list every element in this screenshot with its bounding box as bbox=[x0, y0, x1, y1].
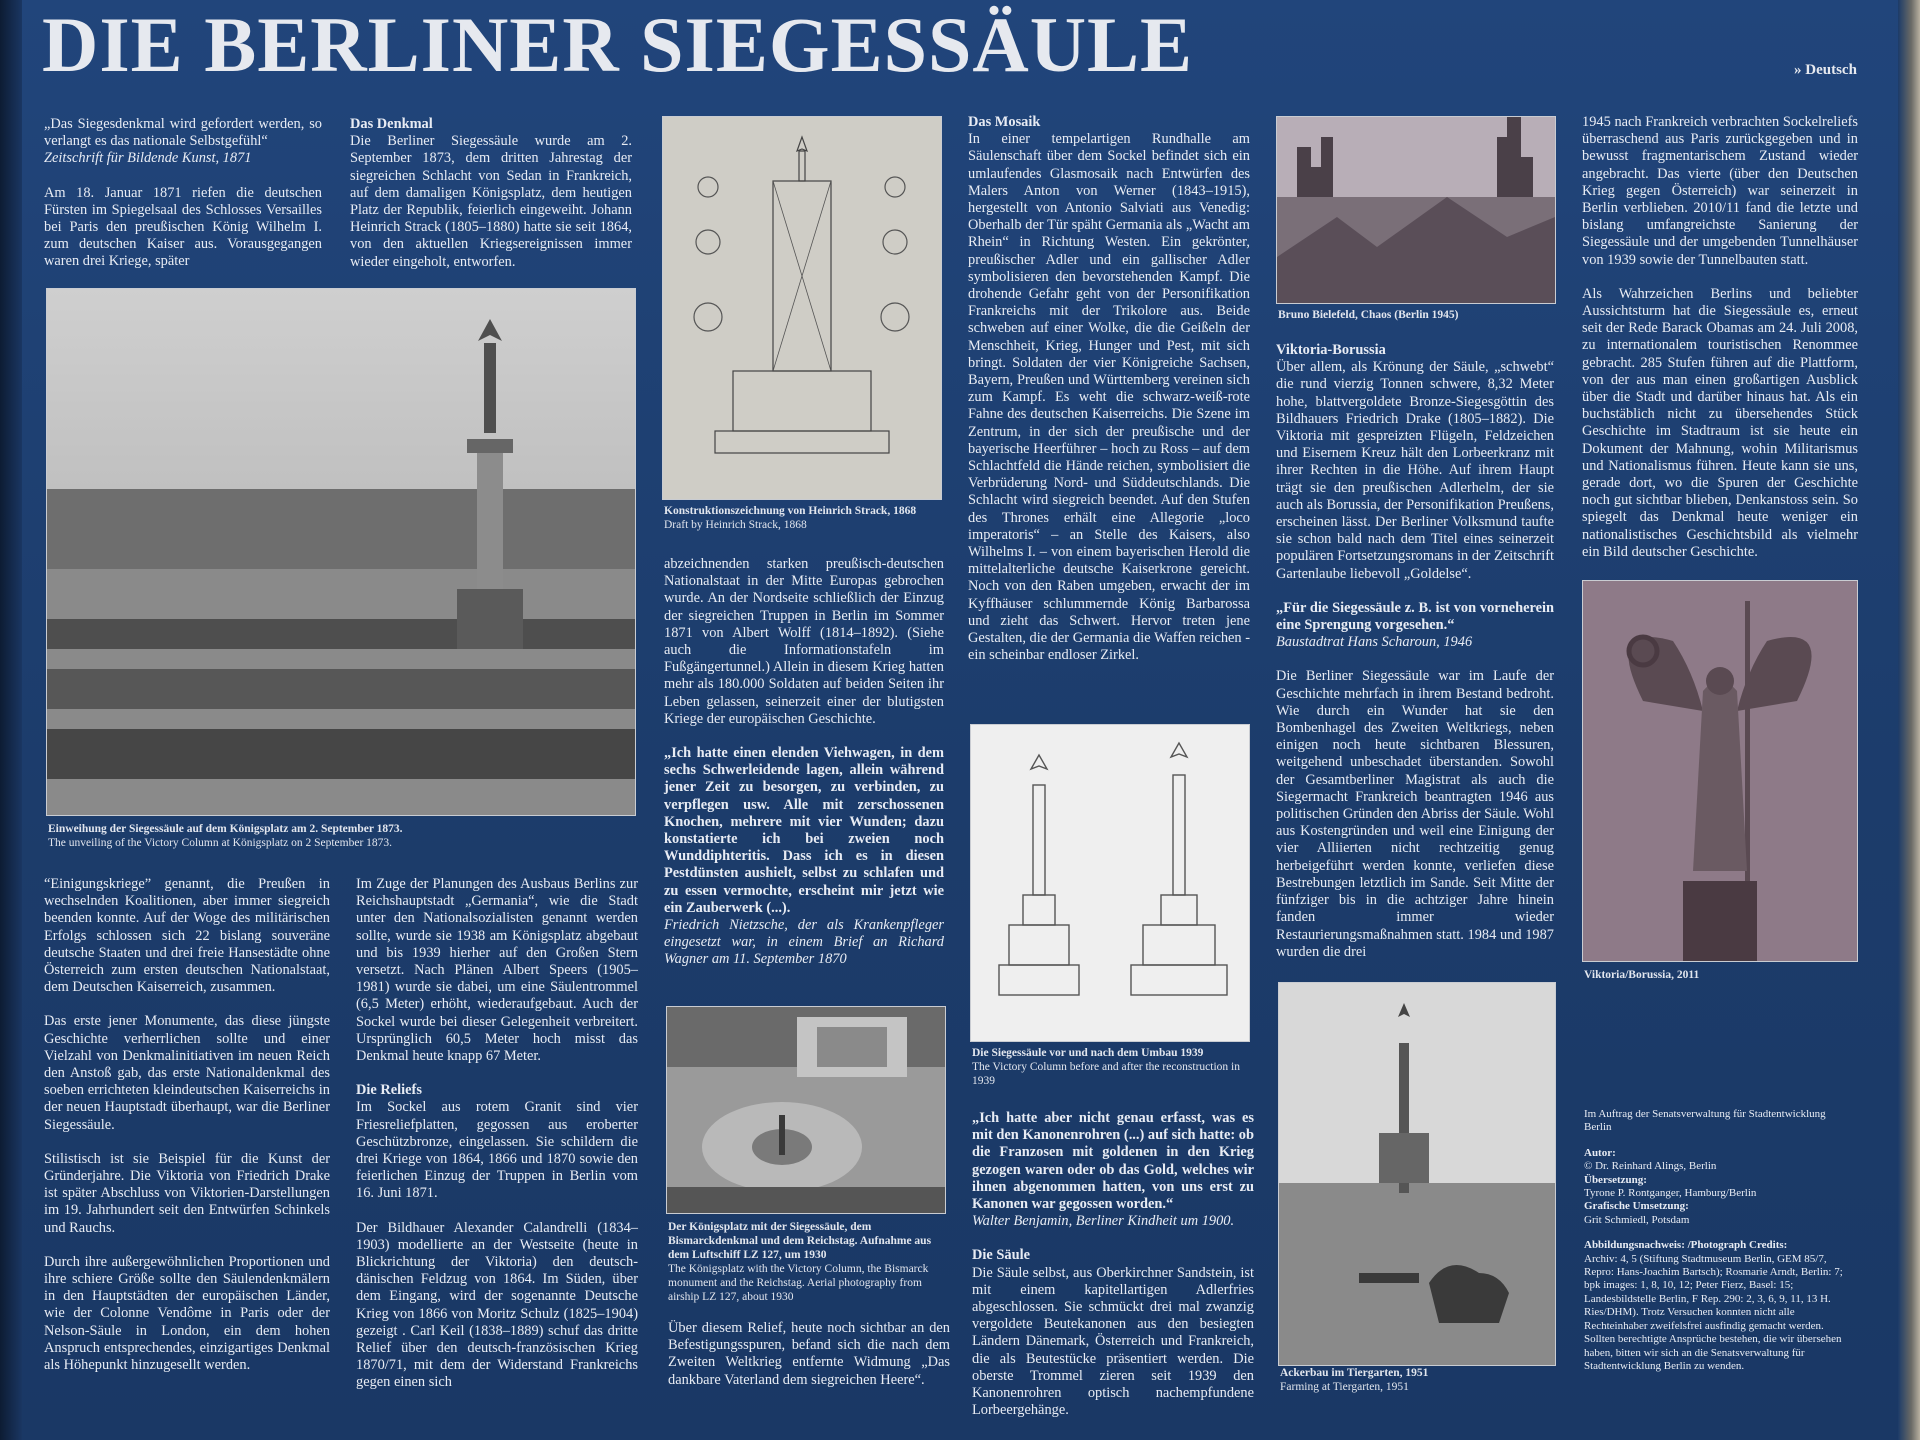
credits-block bbox=[1584, 1108, 1854, 1373]
col1-paragraph-4: Durch ihre außergewöhnlichen Proportionen und ihre schiere Größe sollte den Säulendenkmälern in den Hauptstädten der europäischen Länder, wie der Colonne Vendôme in Paris oder der Nelson-Säule in London, ein dem hohen Anspruch entsprechendes, einzigartiges Denkmal als Höhepunkt hinzugesellt werden. bbox=[44, 1253, 330, 1374]
credits-design: Grit Schmiedl, Potsdam bbox=[1584, 1213, 1690, 1226]
col3-bottom bbox=[668, 1320, 950, 1389]
col1-paragraph-3: Stilistisch ist sie Beispiel für die Kunst der Gründerjahre. Die Viktoria von Friedrich Drake ist später Abschluss von Viktorien-Darstellungen im 19. Jahrhundert seit den Entwürfen Schinkels und Rauchs. bbox=[44, 1150, 330, 1236]
language-label: » Deutsch bbox=[1794, 62, 1857, 78]
credits-translation: Tyrone P. Rontganger, Hamburg/Berlin bbox=[1584, 1187, 1757, 1200]
aerial-caption-en: The Königsplatz with the Victory Column, the Bismarck monument and the Reichstag. Aerial photography from airship LZ 127, about 1930 bbox=[668, 1263, 929, 1303]
benjamin-quote: „Ich hatte aber nicht genau erfasst, was es mit den Kanonenrohren (...) auf sich hatte: ob die Franzosen mit goldenen in den Krieg gezogen waren oder ob das Gold, welches wir ihnen abgenommen hatten, von uns erst zu Kanonen war gegossen worden.“ bbox=[972, 1110, 1254, 1213]
chaos-caption-text: Bruno Bielefeld, Chaos (Berlin 1945) bbox=[1278, 309, 1459, 321]
viktoria-paragraph: Über allem, als Krönung der Säule, „schwebt“ die rund vierzig Tonnen schwere, 8,32 Meter hohe, blattvergoldete Bronze-Siegesgöttin des Bildhauers Friedrich Drake (1805–1882). Die Viktoria mit gespreizten Flügeln, Feldzeichen und Eisernem Kreuz hält den Lorbeerkranz mit ihrer Rechten in die Höhe. Auf ihrem Haupt trägt sie den preußischen Adlerhelm, der sie auch als Borussia, der Personifikation Preußens, erscheinen lässt. Der Berliner Volksmund taufte sie schon bald nach dem Titel eines seinerzeit populären Fortsetzungsromans in der Zeitschrift Gartenlaube liebevoll „Goldelse“. bbox=[1276, 359, 1554, 582]
col6-paragraph-2: Als Wahrzeichen Berlins und beliebter Aussichtsturm hat die Siegessäule es, erneut seit der Rede Barack Obamas am 24. Juli 2008, zu internationalem touristischen Renommee gebracht. 285 Stufen führen auf die Plattform, von der aus man einen großartigen Ausblick über die Stadt und darüber hinaus hat. Als ein buchstäblich nicht zu übersehendes Stück Geschichte im Stadtraum ist sie heute ein Dokument der Mahnung, wohin Militarismus und Nationalismus führen. Heute kann sie uns, gerade dort, wo die Spuren der Geschichte noch gut sichtbar blieben, Denkanstoss sein. So spiegelt das Denkmal heute weniger ein nationalistisches Geschichtsbild als vielmehr ein Bild deutscher Geschichte. bbox=[1582, 285, 1858, 560]
col1-lower bbox=[44, 876, 330, 1374]
col4-top bbox=[968, 114, 1250, 665]
intro-paragraph: Am 18. Januar 1871 riefen die deutschen Fürsten im Spiegelsaal des Schlosses Versailles bei Paris den preußischen König Wilhelm I. zum deutschen Kaiser aus. Vorausgegangen waren drei Kriege, später bbox=[44, 184, 322, 270]
epigraph: „Das Siegesdenkmal wird gefordert werden, so verlangt es das nationale Selbstgefühl“ bbox=[44, 116, 322, 150]
col3-text bbox=[664, 556, 944, 969]
benjamin-source: Walter Benjamin, Berliner Kindheit um 1900. bbox=[972, 1213, 1235, 1230]
heading-denkmal: Das Denkmal bbox=[350, 116, 433, 132]
epigraph-source: Zeitschrift für Bildende Kunst, 1871 bbox=[44, 150, 252, 167]
umbau-caption-de: Die Siegessäule vor und nach dem Umbau 1939 bbox=[972, 1047, 1204, 1059]
scharoun-source: Baustadtrat Hans Scharoun, 1946 bbox=[1276, 634, 1473, 651]
chaos-painting bbox=[1276, 116, 1556, 304]
board-right-edge bbox=[1898, 0, 1920, 1440]
inauguration-caption-en: The unveiling of the Victory Column at Königsplatz on 2 September 1873. bbox=[48, 837, 393, 849]
nietzsche-source: Friedrich Nietzsche, der als Krankenpfleger eingesetzt war, in einem Brief an Richard Wagner am 11. September 1870 bbox=[664, 917, 944, 968]
inauguration-caption-de: Einweihung der Siegessäule auf dem Königsplatz am 2. September 1873. bbox=[48, 823, 403, 835]
page-title: DIE BERLINER SIEGESSÄULE bbox=[42, 1, 1194, 88]
col1-paragraph-1: “Einigungskriege” genannt, die Preußen in wechselnden Koalitionen, aber immer siegreich beenden konnte. Auf der Woge des militärischen Erfolgs schlossen sich 22 bislang souveräne deutsche Staaten und drei freie Hansestädte ohne Österreich zum ersten deutschen Nationalstaat, dem Deutschen Kaiserreich, zusammen. bbox=[44, 876, 330, 996]
umbau-drawing bbox=[970, 724, 1250, 1042]
viktoria-caption bbox=[1584, 968, 1854, 982]
strack-caption-en: Draft by Heinrich Strack, 1868 bbox=[664, 519, 807, 531]
aerial-caption-de: Der Königsplatz mit der Siegessäule, dem Bismarckdenkmal und dem Reichstag. Aufnahme aus dem Luftschiff LZ 127, um 1930 bbox=[668, 1221, 932, 1261]
strack-caption-de: Konstruktionszeichnung von Heinrich Strack, 1868 bbox=[664, 505, 917, 517]
credits-photo: Archiv: 4, 5 (Stiftung Stadtmuseum Berlin, GEM 85/7, Repro: Hans-Joachim Bartsch); Rosmarie Arndt, Berlin: 7; bpk images: 1, 8, 10, 12; Peter Fierz, Basel: 15; Landesbildstelle Berlin, F Rep. 290: 2, 3, 6, 9, 11, 13 H. Ries/DHM). Trotz Versuchen konnten nicht alle Rechteinhaber zweifelsfrei ausfindig gemacht werden. Sollten berechtigte Ansprüche bestehen, die wir übersehen haben, bitten wir sich an die Senatsverwaltung für Stadtentwicklung Berlin zu wenden. bbox=[1584, 1252, 1843, 1372]
farming-photo bbox=[1278, 982, 1556, 1366]
scharoun-quote: „Für die Siegessäule z. B. ist von vorneherein eine Sprengung vorgesehen.“ bbox=[1276, 599, 1554, 634]
nietzsche-quote: „Ich hatte einen elenden Viehwagen, in dem sechs Schwerleidende lagen, allein während jener Zeit zu besorgen, zu verbinden, zu verpflegen usw. Alle mit zerschossenen Knochen, mehrere mit vier Wunden; dazu konstatierte ich bei zweien noch Wunddiphteritis. Dass ich es in diesen Pestdünsten aushielt, selbst zu schlafen und zu essen vermochte, erscheint mir jetzt wie ein Zauberwerk (...). bbox=[664, 745, 944, 916]
col6-paragraph-1: 1945 nach Frankreich verbrachten Sockelreliefs überraschend aus Paris zurückgegeben und in bewusst fragmentarischem Zustand wieder angebracht. Das vierte (über den Deutschen Krieg gegen Österreich) war seinerzeit in Berlin verblieben. 2010/11 fand die letzte und bislang umfangreichste Sanierung der Siegessäule und der umgebenden Tunnelhäuser von 1939 sowie der Tunnelbauten statt. bbox=[1582, 114, 1858, 268]
credits-translation-label: Übersetzung: bbox=[1584, 1173, 1647, 1186]
credits-author-label: Autor: bbox=[1584, 1146, 1616, 1159]
farming-caption-de: Ackerbau im Tiergarten, 1951 bbox=[1280, 1367, 1429, 1379]
viktoria-photo bbox=[1582, 580, 1858, 962]
strack-drawing bbox=[662, 116, 942, 500]
heading-viktoria: Viktoria-Borussia bbox=[1276, 342, 1386, 358]
aerial-caption bbox=[668, 1220, 948, 1304]
col2-lower bbox=[356, 876, 638, 1392]
board-left-edge bbox=[0, 0, 22, 1440]
denkmal-paragraph: Die Berliner Siegessäule wurde am 2. September 1873, dem dritten Jahrestag der siegreichen Schlacht von Sedan in Frankreich, auf dem damaligen Königsplatz, dem heutigen Platz der Republik, feierlich eingeweiht. Johann Heinrich Strack (1805–1880) hatte sie seit 1864, von den aktuellen Kriegsereignissen immer wieder eingeholt, entworfen. bbox=[350, 133, 632, 270]
farming-caption bbox=[1280, 1366, 1560, 1394]
history-paragraph: Die Berliner Siegessäule war im Laufe der Geschichte mehrfach in ihrem Bestand bedroht. Wie durch ein Wunder hat sie den Bombenhagel des Zweiten Weltkriegs, neben einigen noch heute sichtbaren Blessuren, weitgehend unbeschadet überstanden. Sowohl der Gesamtberliner Magistrat als auch die Siegermacht Frankreich beantragten 1946 aus politischen Gründen den Abriss der Säule. Wohl aus Kostengründen und weil eine Einigung der vier Alliierten nicht rechtzeitig genug herbeigeführt werden konnte, verliefen diese Bestrebungen letztlich im Sande. Seit Mitte der fünfziger bis in die achtziger Jahre hinein fanden immer wieder Restaurierungsmaßnahmen statt. 1984 und 1987 wurden die drei bbox=[1276, 668, 1554, 960]
strack-caption bbox=[664, 504, 954, 532]
umbau-caption bbox=[972, 1046, 1252, 1088]
col3-paragraph-1: abzeichnenden starken preußisch-deutschen Nationalstaat in der Mitte Europas gebrochen wurde. An der Nordseite schließlich der Einzug der siegreichen Truppen in Berlin im Sommer 1871 von Albert Wolff (1814–1892). (Siehe auch die Informationstafeln im Fußgängertunnel.) Allein in diesem Krieg hatten mehr als 180.000 Soldaten auf beiden Seiten ihr Leben gelassen, seinerzeit einer der blutigsten Kriege der europäischen Geschichte. bbox=[664, 556, 944, 727]
viktoria-caption-text: Viktoria/Borussia, 2011 bbox=[1584, 969, 1700, 981]
credits-author: © Dr. Reinhard Alings, Berlin bbox=[1584, 1160, 1717, 1173]
heading-saeule: Die Säule bbox=[972, 1247, 1030, 1264]
chaos-caption bbox=[1278, 308, 1558, 322]
inauguration-caption bbox=[48, 822, 638, 850]
aerial-photo bbox=[666, 1006, 946, 1214]
col2-paragraph-3: Der Bildhauer Alexander Calandrelli (1834–1903) modellierte an der Westseite (heute in Blickrichtung der Viktoria) den deutsch-dänischen Feldzug von 1864. Im Süden, über dem Eingang, wird der sogenannte Deutsche Krieg von 1866 von Moritz Schulz (1825–1904) gezeigt . Carl Keil (1838–1889) schuf das dritte Relief über den deutsch-französischen Krieg 1870/71, mit dem der Widerstand Frankreichs gegen einen sich bbox=[356, 1219, 638, 1391]
credits-design-label: Grafische Umsetzung: bbox=[1584, 1200, 1689, 1213]
heading-mosaik: Das Mosaik bbox=[968, 114, 1041, 130]
umbau-caption-en: The Victory Column before and after the reconstruction in 1939 bbox=[972, 1061, 1240, 1087]
col2-top bbox=[350, 116, 632, 271]
col6-text bbox=[1582, 114, 1858, 561]
col1-paragraph-2: Das erste jener Monumente, das diese jüngste Geschichte verherrlichen sollte und einer Vielzahl von Denkmalinitiativen im neuen Reich den Anstoß gab, das erste Nationaldenkmal des soeben errichteten kleindeutschen Kaiserreichs in der neuen Hauptstadt überhaupt, war die Berliner Siegessäule. bbox=[44, 1013, 330, 1133]
credits-commission: Im Auftrag der Senatsverwaltung für Stadtentwicklung Berlin bbox=[1584, 1108, 1826, 1134]
mosaik-paragraph: In einer tempelartigen Rundhalle am Säulenschaft über dem Sockel befindet sich ein umlaufendes Glasmosaik nach Entwürfen des Malers Anton von Werner (1843–1915), hergestellt von Antonio Salviati aus Venedig: Oberhalb der Tür späht Germania als „Wacht am Rhein“ in Richtung Westen. Ein gekrönter, preußischer Adler und ein gallischer Adler symbolisieren den bevorstehenden Kampf. Die drohende Gefahr geht von der Personifikation Frankreichs mit der Trikolore aus. Beide schweben auf einer Wolke, die die Geißeln der Menschheit, Krieg, Hunger und Pest, mit sich bringt. Soldaten der vier Königreiche Sachsen, Bayern, Preußen und Württemberg vereinen sich zum Kampf. Es weht die schwarz-weiß-rote Fahne des deutschen Kaiserreichs. Die Szene im Zentrum, in der sich der preußische und der bayerische Heerführer – hoch zu Ross – auf dem Schlachtfeld die Hände reichen, symbolisiert die Verbrüderung Nord- und Süddeutschlands. Die Schlacht wird siegreich beendet. Auf den Stufen des Thrones erhält eine Allegorie „loco imperatoris“ – an Stelle des Kaisers, also Wilhelms I. – von einem bayerischen Herold die mittelalterliche deutsche Kaiserkrone gereicht. Noch von den Raben umgeben, erwacht der im Kyffhäuser schlummernde König Barbarossa und zieht das Schwert. Hervor treten jene Gestalten, die der Germania die Waffen reichen - ein scheinbar endloser Zirkel. bbox=[968, 131, 1250, 664]
inauguration-photo bbox=[46, 288, 636, 816]
credits-photo-label: Abbildungsnachweis: /Photograph Credits: bbox=[1584, 1239, 1788, 1252]
heading-reliefs: Die Reliefs bbox=[356, 1082, 422, 1099]
col4-bottom bbox=[972, 1110, 1254, 1419]
col5-text bbox=[1276, 342, 1554, 961]
col3-paragraph-2: Über diesem Relief, heute noch sichtbar an den Befestigungsspuren, befand sich die nach dem Zweiten Weltkrieg entfernte Widmung „Das dankbare Vaterland dem siegreichen Heere“. bbox=[668, 1320, 950, 1388]
farming-caption-en: Farming at Tiergarten, 1951 bbox=[1280, 1381, 1409, 1393]
col2-paragraph-1: Im Zuge der Planungen des Ausbaus Berlins zur Reichshauptstadt „Germania“, wie die Stadt unter den Nationalsozialisten genannt werden sollte, wurde sie 1938 am Königsplatz abgebaut und bis 1939 hierher auf den Großen Stern versetzt. Nach Plänen Albert Speers (1905–1981) wurde sie dabei, um eine Säulentrommel (6,5 Meter) erhöht, wiederaufgebaut. Auch der Sockel wurde bei dieser Gelegenheit verbreitert. Ursprünglich 60,5 Meter hoch misst das Denkmal heute knapp 67 Meter. bbox=[356, 876, 638, 1065]
col1-top bbox=[44, 116, 322, 271]
saeule-paragraph: Die Säule selbst, aus Oberkirchner Sandstein, ist mit einem kapitellartigen Adlerfries abgeschlossen. Sie schmückt drei mal zwanzig vergoldete Beutekanonen aus den besiegten Ländern Dänemark, Österreich und Frankreich, die als Beutestücke präsentiert werden. Die oberste Trommel zieren seit 1939 den Kanonenrohren optisch nachempfundene Lorbeergehänge. bbox=[972, 1264, 1254, 1419]
col2-paragraph-2: Im Sockel aus rotem Granit sind vier Friesreliefplatten, gegossen aus eroberter Geschützbronze, eingelassen. Sie schildern die drei Kriege von 1864, 1866 und 1870 sowie den feierlichen Einzug der Truppen in Berlin vom 16. Juni 1871. bbox=[356, 1099, 638, 1202]
